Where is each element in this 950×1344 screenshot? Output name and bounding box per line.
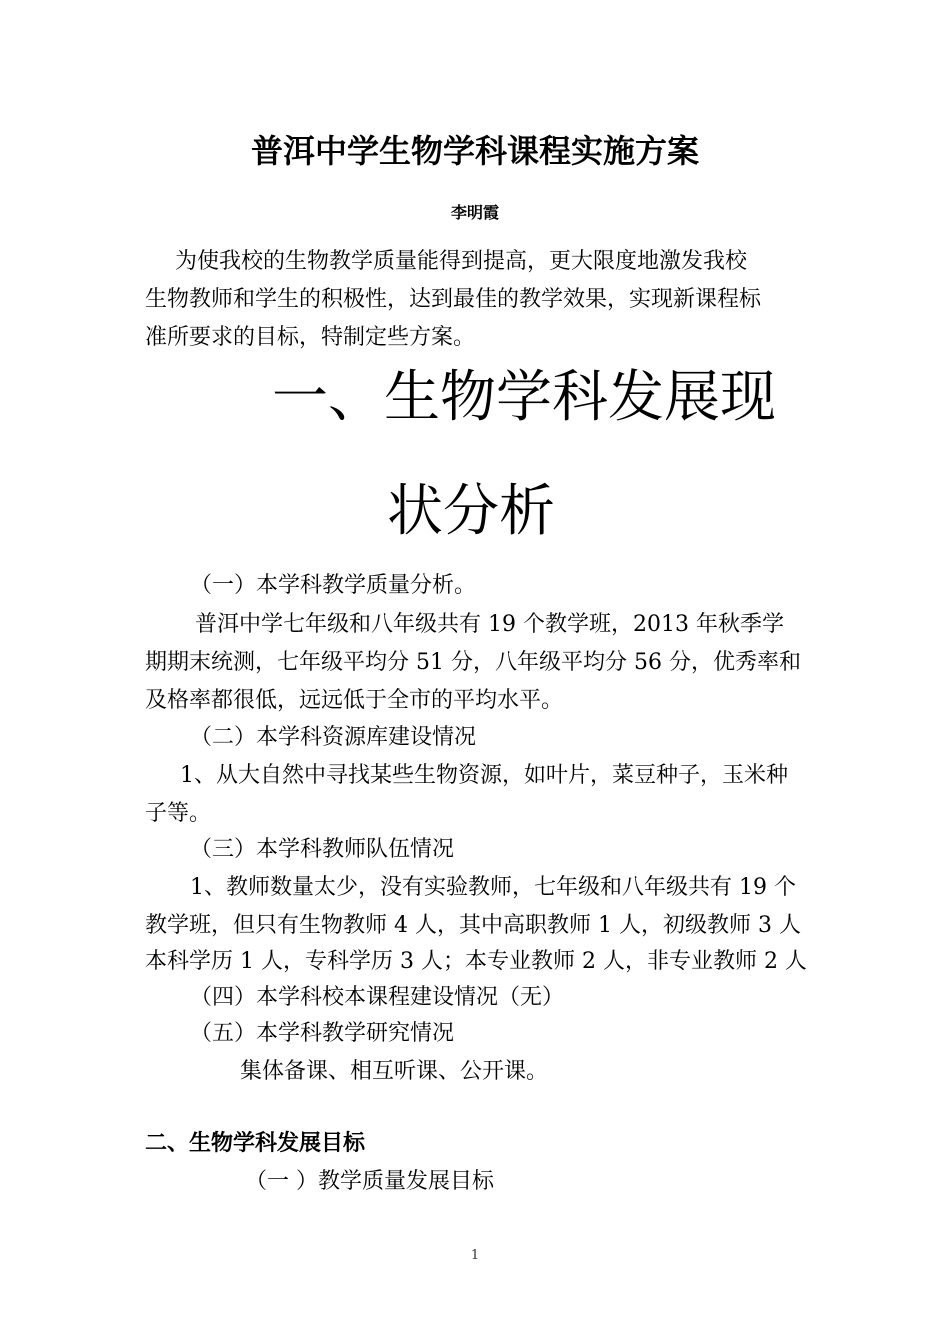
section1-sub1-line-3: 及格率都很低，远远低于全市的平均水平。 <box>145 688 564 713</box>
section2-sub1-label: （一 ）教学质量发展目标 <box>245 1169 494 1194</box>
section1-heading-line-2: 状分析 <box>387 479 555 544</box>
section1-sub3-line-1: 1、教师数量太少，没有实验教师，七年级和八年级共有 19 个 <box>190 875 796 900</box>
section1-heading-line-1: 一、生物学科发展现 <box>272 365 776 430</box>
section1-sub2-label: （二）本学科资源库建设情况 <box>190 725 477 750</box>
section1-sub3-line-2: 教学班，但只有生物教师 4 人，其中高职教师 1 人，初级教师 3 人 <box>145 913 801 938</box>
section1-sub4-label: （四）本学科校本课程建设情况（无） <box>190 985 565 1010</box>
section1-sub1-label: （一）本学科教学质量分析。 <box>190 573 477 598</box>
section1-sub5-label: （五）本学科教学研究情况 <box>190 1021 455 1046</box>
section1-sub2-line-1: 1、从大自然中寻找某些生物资源，如叶片，菜豆种子，玉米种 <box>180 763 788 788</box>
section1-sub3-line-3: 本科学历 1 人，专科学历 3 人；本专业教师 2 人，非专业教师 2 人 <box>145 949 807 974</box>
section1-sub5-line-1: 集体备课、相互听课、公开课。 <box>240 1059 549 1084</box>
document-title: 普洱中学生物学科课程实施方案 <box>250 132 699 170</box>
section1-sub1-line-1: 普洱中学七年级和八年级共有 19 个教学班，2013 年秋季学 <box>195 612 784 637</box>
section1-sub2-line-2: 子等。 <box>145 801 212 826</box>
intro-line-1: 为使我校的生物教学质量能得到提高，更大限度地激发我校 <box>175 249 748 274</box>
author-name: 李明霞 <box>450 203 499 222</box>
page-number: 1 <box>470 1248 480 1263</box>
intro-line-3: 准所要求的目标，特制定些方案。 <box>145 325 476 350</box>
section2-heading: 二、生物学科发展目标 <box>145 1131 366 1156</box>
section1-sub1-line-2: 期期末统测，七年级平均分 51 分，八年级平均分 56 分，优秀率和 <box>145 650 801 675</box>
intro-line-2: 生物教师和学生的积极性，达到最佳的教学效果，实现新课程标 <box>145 287 762 312</box>
section1-sub3-label: （三）本学科教师队伍情况 <box>190 837 455 862</box>
